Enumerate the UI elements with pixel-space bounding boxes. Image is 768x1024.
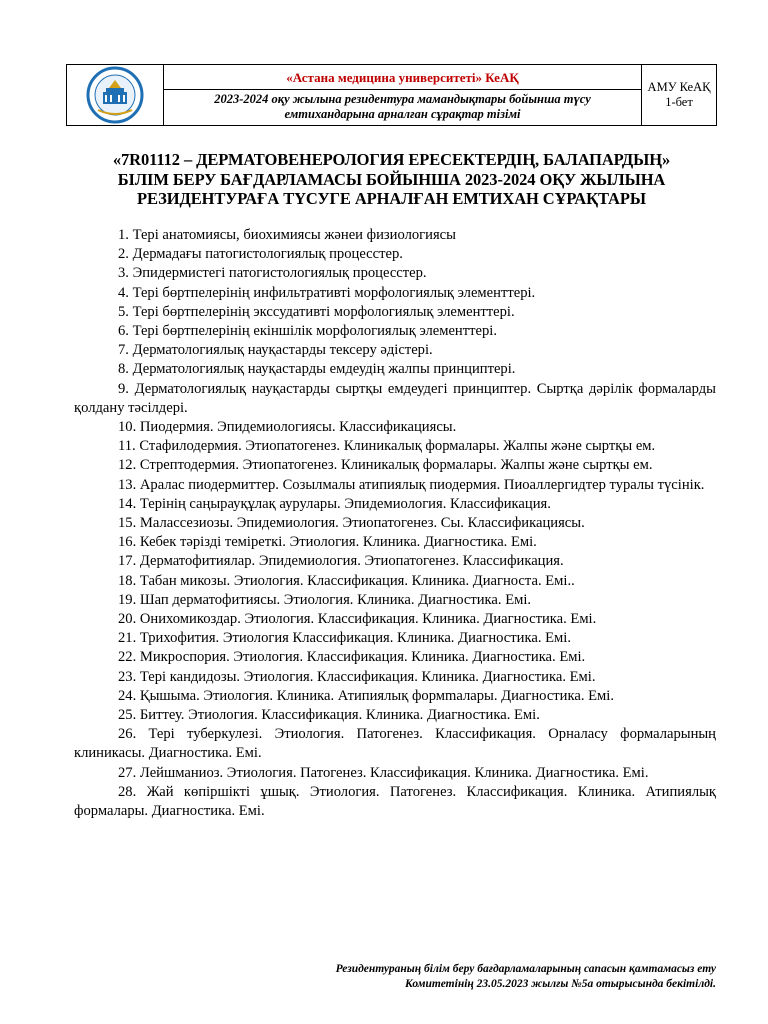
question-item: 16. Кебек тәрізді теміреткі. Этиология. Клиника. Диагностика. Емі. — [118, 534, 537, 551]
document-header — [66, 64, 717, 126]
question-item: 11. Стафилодермия. Этиопатогенез. Клиникалық формалары. Жалпы және сыртқы ем. — [118, 438, 656, 455]
question-item: 25. Биттеу. Этиология. Классификация. Клиника. Диагностика. Емі. — [118, 707, 540, 724]
questions-list — [74, 226, 716, 821]
footer-line1: Резидентураның білім беру бағдарламаларының сапасын қамтамасыз ету — [335, 963, 716, 975]
document-title — [66, 150, 717, 209]
question-item: 23. Тері кандидозы. Этиология. Классификация. Клиника. Диагностика. Емі. — [118, 668, 596, 685]
question-item: 3. Эпидермистегі патогистологиялық процесстер. — [118, 265, 427, 282]
header-title-cell — [164, 65, 642, 126]
page-number: 1-бет — [665, 95, 693, 109]
question-item: 15. Малассезиозы. Эпидемиология. Этиопатогенез. Сы. Классификациясы. — [118, 515, 585, 532]
title-line2: БІЛІМ БЕРУ БАҒДАРЛАМАСЫ БОЙЫНША 2023-2024 ОҚУ ЖЫЛЫНА — [117, 169, 666, 189]
question-item: 13. Аралас пиодермиттер. Созылмалы атипиялық пиодермия. Пиоаллергидтер туралы түсінік. — [118, 476, 705, 493]
question-item: 7. Дерматологиялық науқастарды тексеру әдістері. — [118, 342, 433, 359]
question-item: 26. Тері туберкулезі. Этиология. Патогенез. Классификация. Орналасу формаларының клиникасы. Диагностика. Емі. — [74, 726, 716, 762]
question-item: 10. Пиодермия. Эпидемиологиясы. Классификациясы. — [118, 419, 457, 436]
question-item: 14. Терінің саңырауқұлақ аурулары. Эпидемиология. Классификация. — [118, 495, 551, 512]
question-item: 12. Стрептодермия. Этиопатогенез. Клиникалық формалары. Жалпы және сыртқы ем. — [118, 457, 653, 474]
title-line3: РЕЗИДЕНТУРАҒА ТҮСУГЕ АРНАЛҒАН ЕМТИХАН СҰРАҚТАРЫ — [137, 189, 646, 208]
question-item: 17. Дерматофитиялар. Эпидемиология. Этиопатогенез. Классификация. — [118, 553, 564, 570]
header-subtitle-line2: емтихандарына арналған сұрақтар тізімі — [284, 107, 521, 121]
university-logo — [67, 66, 163, 124]
question-item: 21. Трихофития. Этиология Классификация. Клиника. Диагностика. Емі. — [118, 630, 571, 647]
footer-line2: Комитетінің 23.05.2023 жылғы №5а отырысында бекітілді. — [404, 978, 716, 990]
title-line1: «7R01112 – ДЕРМАТОВЕНЕРОЛОГИЯ ЕРЕСЕКТЕРДІҢ, БАЛАПАРДЫҢ» — [112, 150, 671, 169]
question-item: 27. Лейшманиоз. Этиология. Патогенез. Классификация. Клиника. Диагностика. Емі. — [118, 764, 649, 781]
header-code-cell — [642, 65, 717, 126]
question-item: 24. Қышыма. Этиология. Клиника. Атипиялық формmалары. Диагностика. Емі. — [118, 687, 614, 704]
question-item: 1. Тері анатомиясы, биохимиясы жәнеи физиологиясы — [118, 227, 456, 243]
document-code: АМУ КеАҚ — [647, 80, 711, 94]
header-subtitle — [164, 90, 641, 124]
approval-footer — [216, 962, 716, 992]
question-item: 22. Микроспория. Этиология. Классификация. Клиника. Диагностика. Емі. — [118, 649, 586, 666]
question-item: 5. Тері бөртпелерінің экссудативті морфологиялық элементтері. — [118, 303, 515, 320]
question-item: 8. Дерматологиялық науқастарды емдеудің жалпы принциптері. — [118, 361, 516, 378]
logo-cell — [67, 65, 164, 126]
question-item: 6. Тері бөртпелерінің екіншілік морфологиялық элементтері. — [118, 323, 497, 340]
question-item: 28. Жай көпіршікті ұшық. Этиология. Патогенез. Классификация. Клиника. Атипиялық формалары. Диагностика. Емі. — [74, 783, 716, 820]
question-item: 18. Табан микозы. Этиология. Классификация. Клиника. Диагноста. Емі.. — [118, 572, 575, 589]
question-item: 19. Шап дерматофитиясы. Этиология. Клиника. Диагностика. Емі. — [118, 591, 532, 608]
question-item: 20. Онихомикоздар. Этиология. Классификация. Клиника. Диагностика. Емі. — [118, 611, 597, 628]
question-item: 9. Дерматологиялық науқастарды сыртқы емдеудегі принциптер. Сыртқа дәрілік формаларды қолдану тәсілдері. — [74, 380, 716, 416]
question-item: 4. Тері бөртпелерінің инфильтративті морфологиялық элементтері. — [118, 284, 536, 301]
university-name: «Астана медицина университеті» КеАҚ — [164, 66, 641, 90]
question-item: 2. Дермадағы патогистологиялық процесстер. — [118, 246, 403, 263]
header-subtitle-line1: 2023-2024 оқу жылына резидентура мамандықтары бойынша түсу — [214, 92, 591, 106]
